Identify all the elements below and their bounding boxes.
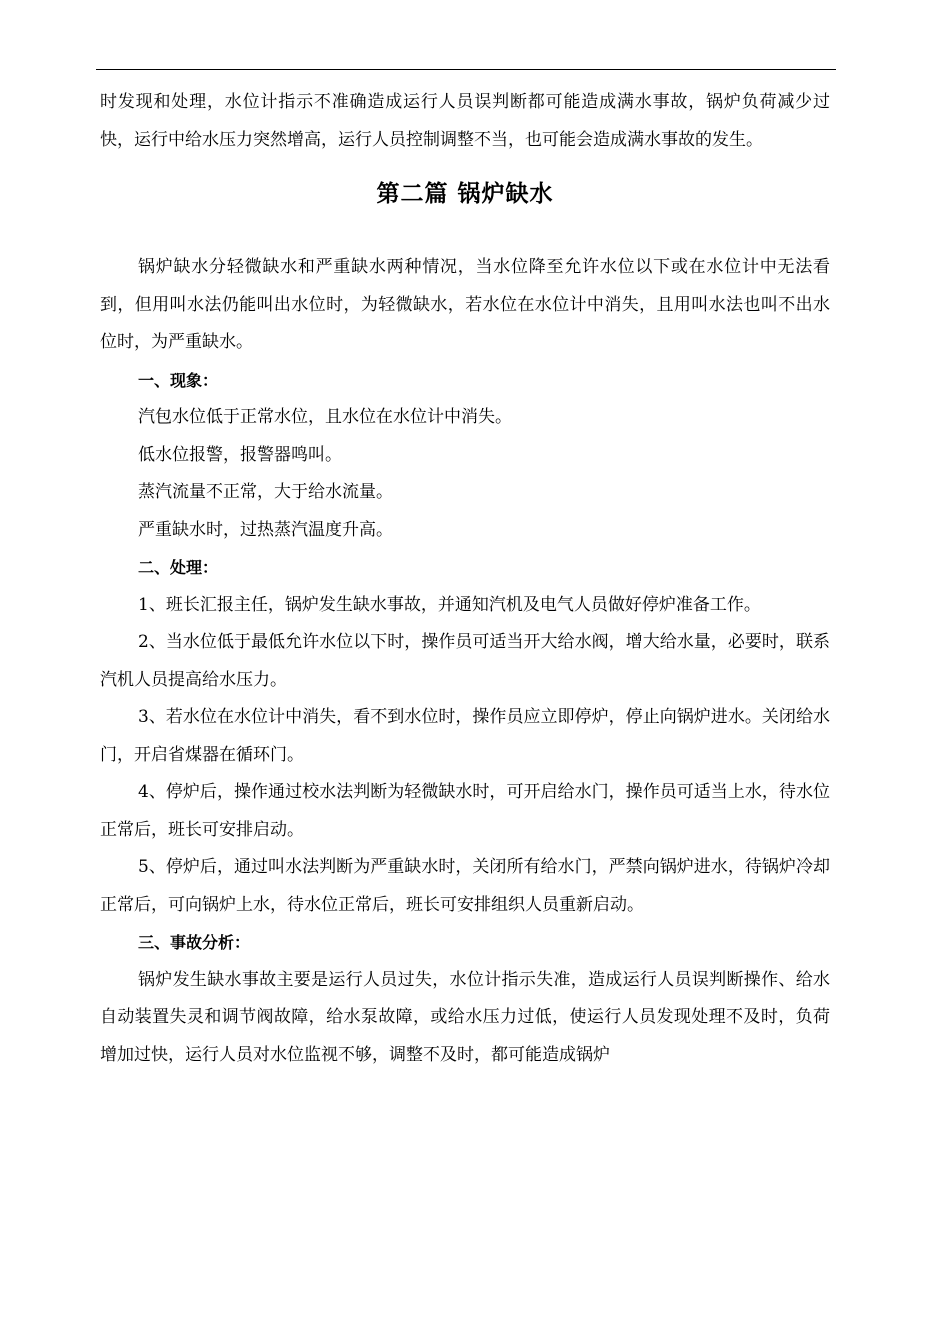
list-item: 1、班长汇报主任，锅炉发生缺水事故，并通知汽机及电气人员做好停炉准备工作。 <box>138 594 761 615</box>
intro-paragraph: 锅炉缺水分轻微缺水和严重缺水两种情况，当水位降至允许水位以下或在水位计中无法看到，但用叫水法仍能叫出水位时，为轻微缺水，若水位在水位计中消失，且用叫水法也叫不出水位时，为严重缺水。 <box>100 257 830 352</box>
analysis-paragraph: 锅炉发生缺水事故主要是运行人员过失，水位计指示失准，造成运行人员误判断操作、给水自动装置失灵和调节阀故障，给水泵故障，或给水压力过低，使运行人员发现处理不及时，负荷增加过快，运行人员对水位监视不够，调整不及时，都可能造成锅炉 <box>100 969 830 1065</box>
document-body <box>100 84 830 1074</box>
list-item: 低水位报警，报警器鸣叫。 <box>138 444 342 465</box>
section-heading-analysis: 三、事故分析： <box>138 933 251 952</box>
list-item: 蒸汽流量不正常，大于给水流量。 <box>138 482 393 502</box>
header-rule <box>96 69 836 70</box>
list-item: 汽包水位低于正常水位，且水位在水位计中消失。 <box>138 407 512 427</box>
chapter-title: 第二篇 锅炉缺水 <box>376 181 554 207</box>
continued-paragraph: 时发现和处理，水位计指示不准确造成运行人员误判断都可能造成满水事故，锅炉负荷减少过快，运行中给水压力突然增高，运行人员控制调整不当，也可能会造成满水事故的发生。 <box>100 92 830 150</box>
list-item: 2、当水位低于最低允许水位以下时，操作员可适当开大给水阀，增大给水量，必要时，联系汽机人员提高给水压力。 <box>100 632 830 690</box>
list-item: 5、停炉后，通过叫水法判断为严重缺水时，关闭所有给水门，严禁向锅炉进水，待锅炉冷却正常后，可向锅炉上水，待水位正常后，班长可安排组织人员重新启动。 <box>100 857 830 915</box>
section-heading-handling: 二、处理： <box>138 558 219 577</box>
list-item: 3、若水位在水位计中消失，看不到水位时，操作员应立即停炉，停止向锅炉进水。关闭给水门，开启省煤器在循环门。 <box>100 707 830 765</box>
list-item: 4、停炉后，操作通过校水法判断为轻微缺水时，可开启给水门，操作员可适当上水，待水位正常后，班长可安排启动。 <box>100 782 830 840</box>
section-heading-phenomena: 一、现象： <box>138 370 219 390</box>
list-item: 严重缺水时，过热蒸汽温度升高。 <box>138 519 393 540</box>
